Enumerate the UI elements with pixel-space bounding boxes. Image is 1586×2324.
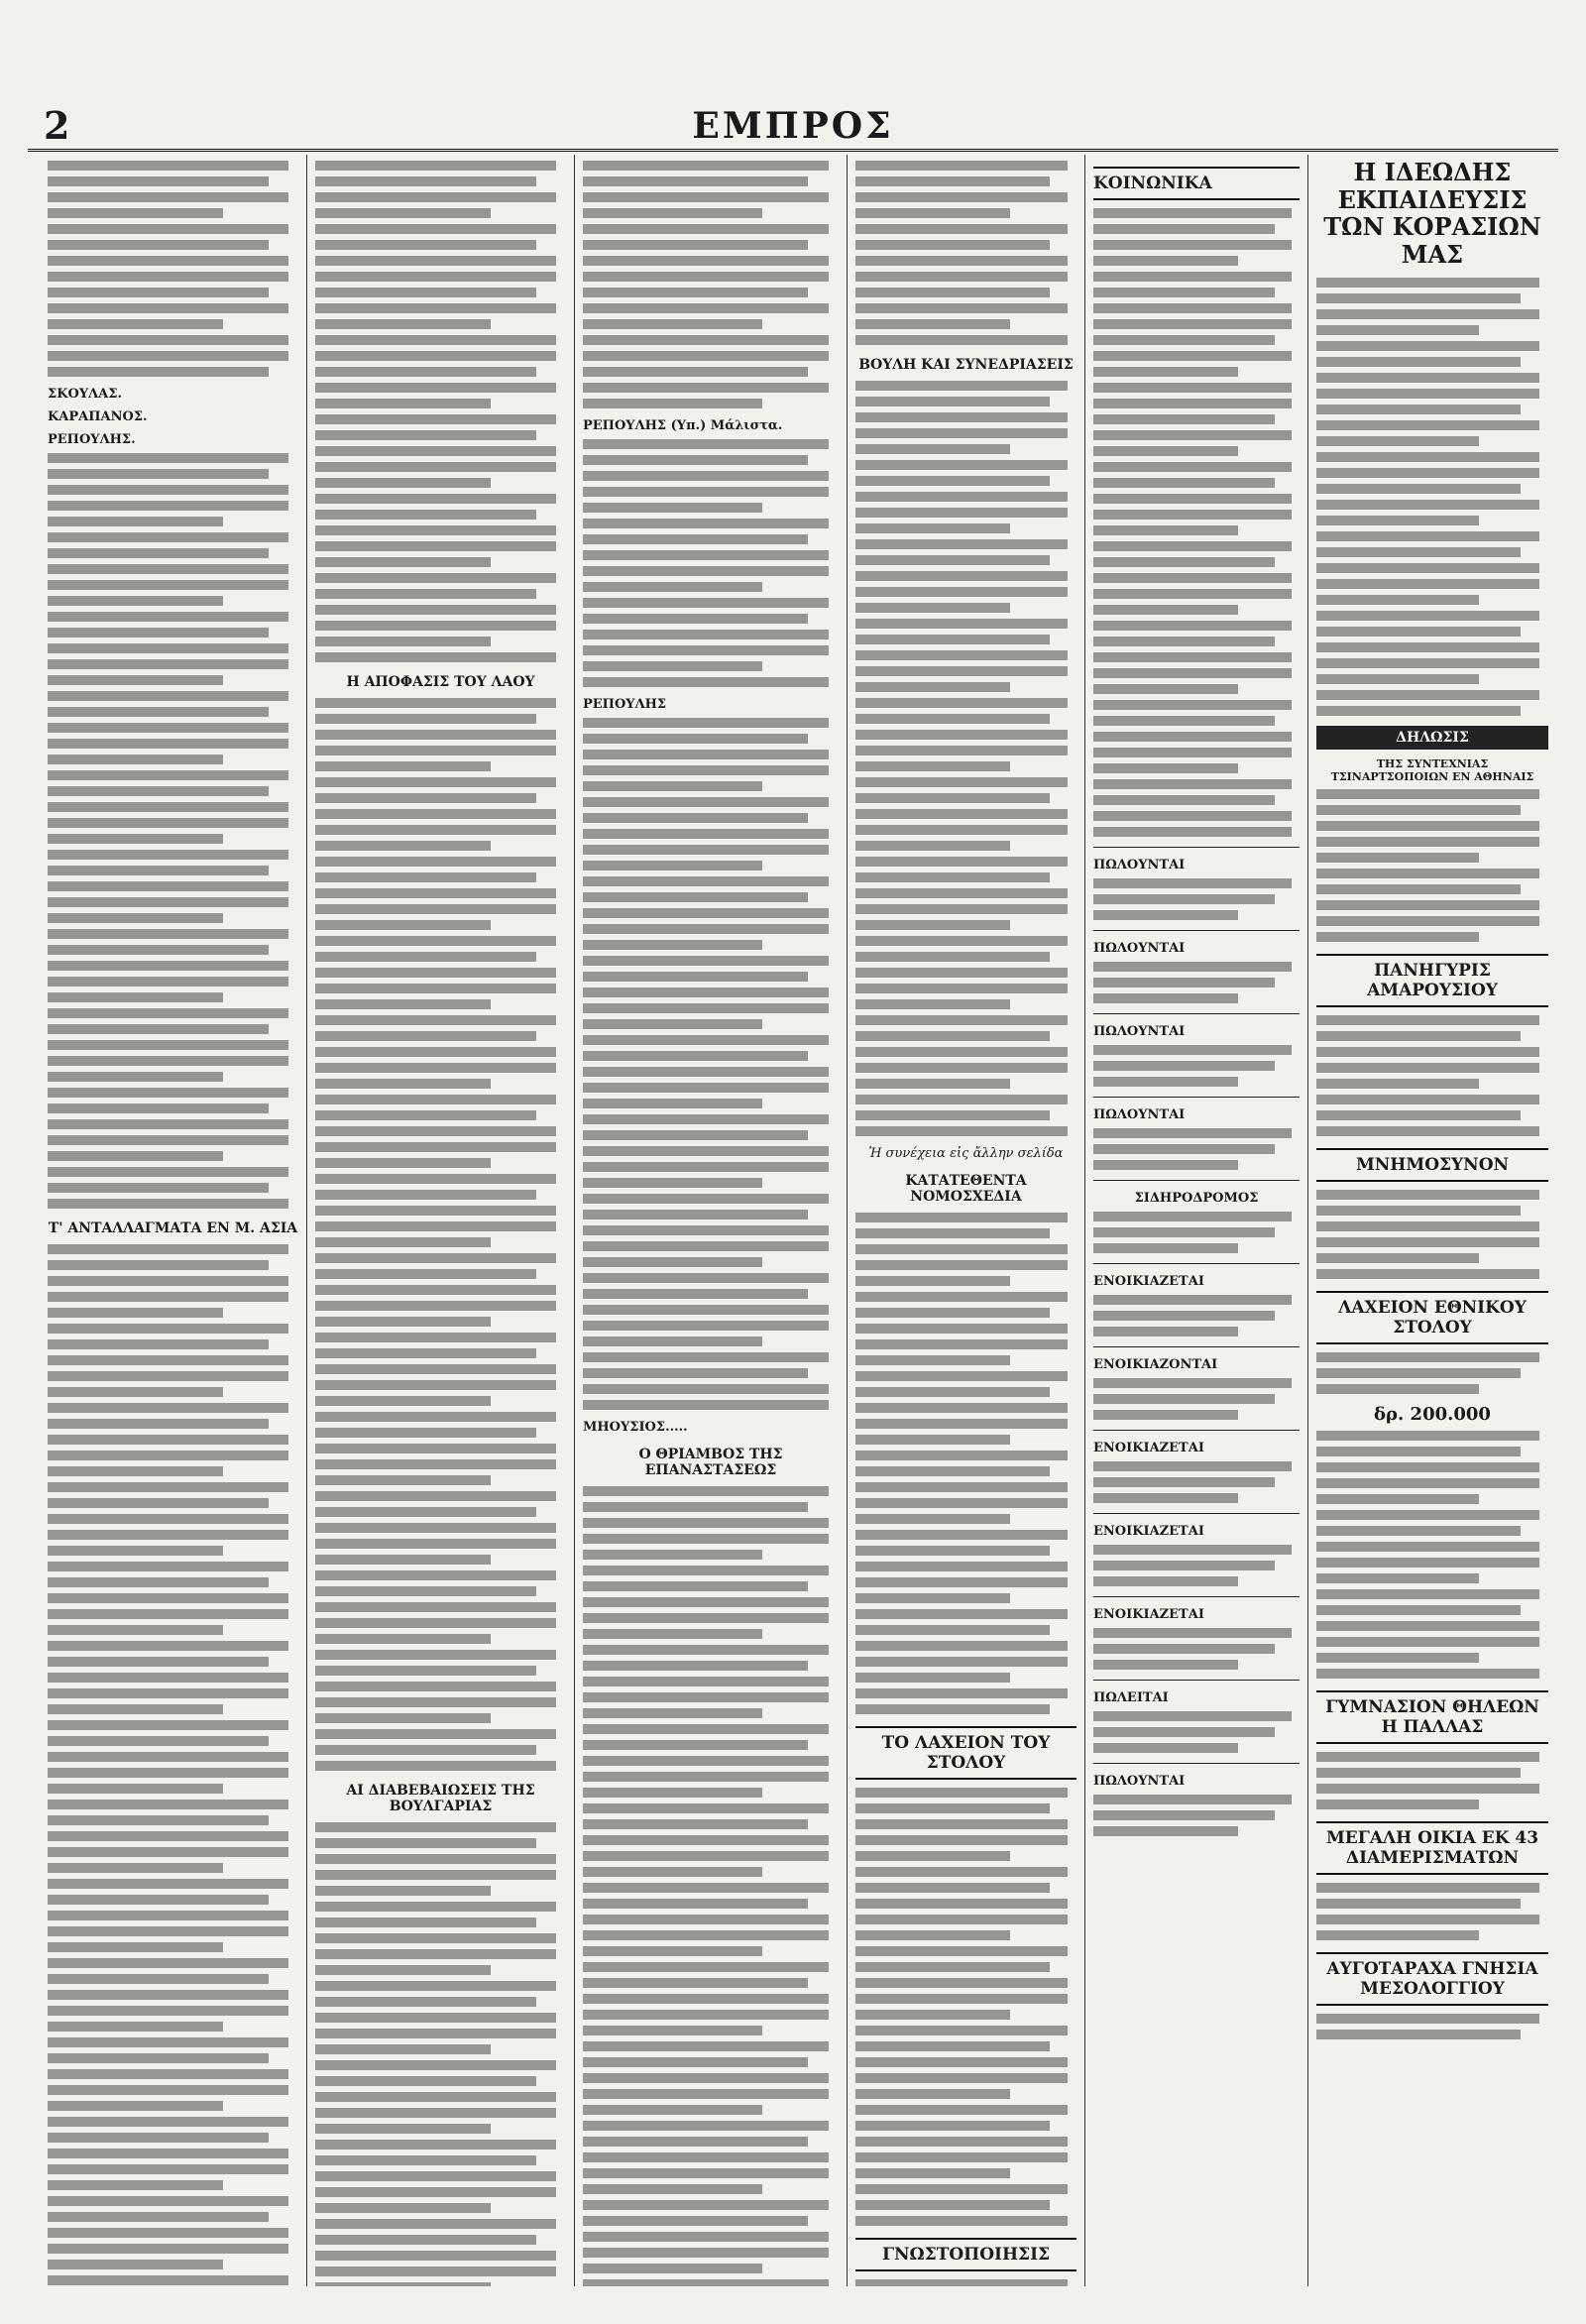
ad-heading: ΠΩΛΟΥΝΤΑΙ: [1093, 858, 1186, 872]
newspaper-title: ΕΜΠΡΟΣ: [692, 105, 894, 147]
ad-heading: ΠΩΛΟΥΝΤΑΙ: [1093, 1024, 1186, 1039]
column-5: [1085, 155, 1308, 2286]
section-subheading: ΤΗΣ ΣΥΝΤΕΧΝΙΑΣ ΤΣΙΝΑΡΤΣΟΠΟΙΩΝ ΕΝ ΑΘΗΝΑΙΣ: [1330, 757, 1534, 784]
ad-text: [1093, 1795, 1300, 1836]
text-block: [855, 161, 1076, 345]
ad-text: [1093, 962, 1300, 1003]
headline: Η ΙΔΕΩΔΗΣ ΕΚΠΑΙΔΕΥΣΙΣ ΤΩΝ ΚΟΡΑΣΙΩΝ ΜΑΣ: [1323, 158, 1541, 269]
speaker-name: ΣΚΟΥΛΑΣ.: [48, 387, 122, 402]
text-block: [855, 2279, 1076, 2286]
text-block: [1316, 1883, 1548, 1940]
ad-heading: ΠΩΛΟΥΝΤΑΙ: [1093, 1107, 1186, 1122]
ad-heading: ΕΝΟΙΚΙΑΖΕΤΑΙ: [1093, 1524, 1204, 1539]
speaker-name: ΡΕΠΟΥΛΗΣ: [583, 697, 667, 712]
ad-heading: ΕΝΟΙΚΙΑΖΕΤΑΙ: [1093, 1274, 1204, 1289]
section-heading: ΚΑΤΑΤΕΘΕΝΤΑ ΝΟΜΟΣΧΕΔΙΑ: [905, 1173, 1027, 1205]
text-block: [48, 453, 298, 1209]
columns: [40, 155, 1556, 2296]
text-block: [1316, 278, 1548, 716]
ad-heading: ΣΙΔΗΡΟΔΡΟΜΟΣ: [1134, 1191, 1259, 1206]
section-heading: ΚΟΙΝΩΝΙΚΑ: [1093, 167, 1300, 200]
text-block: [855, 1213, 1076, 1714]
section-heading: ΛΑΧΕΙΟΝ ΕΘΝΙΚΟΥ ΣΤΟΛΟΥ: [1316, 1291, 1548, 1344]
text-block: [1316, 1015, 1548, 1136]
text-block: [1316, 1431, 1548, 1679]
text-block: [48, 1244, 298, 2286]
column-4: [848, 155, 1085, 2286]
text-block: [583, 439, 839, 687]
ad-text: [1093, 1378, 1300, 1420]
column-6: [1308, 155, 1556, 2286]
text-block: [583, 718, 839, 1410]
column-1: [40, 155, 307, 2286]
text-block: [855, 1788, 1076, 2226]
ad-text: [1093, 1295, 1300, 1336]
section-heading: Ο ΘΡΙΑΜΒΟΣ ΤΗΣ ΕΠΑΝΑΣΤΑΣΕΩΣ: [638, 1447, 783, 1478]
ad-text: [1093, 1711, 1300, 1753]
section-heading: Τ' ΑΝΤΑΛΛΑΓΜΑΤΑ ΕΝ Μ. ΑΣΙΑ: [48, 1220, 298, 1236]
page-number: 2: [44, 103, 70, 148]
section-heading: ΜΝΗΜΟΣΥΝΟΝ: [1316, 1148, 1548, 1182]
text-block: [583, 1486, 839, 2286]
text-block: [1316, 2014, 1548, 2039]
ad-heading: ΠΩΛΕΙΤΑΙ: [1093, 1690, 1169, 1705]
ad-heading: ΠΩΛΟΥΝΤΑΙ: [1093, 1774, 1186, 1789]
section-heading: ΑΥΓΟΤΑΡΑΧΑ ΓΝΗΣΙΑ ΜΕΣΟΛΟΓΓΙΟΥ: [1316, 1952, 1548, 2006]
text-block: [855, 381, 1076, 1136]
section-heading: ΑΙ ΔΙΑΒΕΒΑΙΩΣΕΙΣ ΤΗΣ ΒΟΥΛΓΑΡΙΑΣ: [346, 1783, 535, 1814]
text-block: [315, 1822, 566, 2286]
section-heading: ΜΕΓΑΛΗ ΟΙΚΙΑ ΕΚ 43 ΔΙΑΜΕΡΙΣΜΑΤΩΝ: [1316, 1821, 1548, 1875]
lottery-amount: δρ. 200.000: [1374, 1404, 1491, 1426]
ad-text: [1093, 1545, 1300, 1586]
section-heading: ΓΝΩΣΤΟΠΟΙΗΣΙΣ: [855, 2238, 1076, 2271]
speaker-name: ΡΕΠΟΥΛΗΣ.: [48, 432, 136, 447]
text-block: [583, 161, 839, 408]
ad-text: [1093, 1212, 1300, 1253]
text-block: [1316, 1190, 1548, 1279]
section-heading: ΔΗΛΩΣΙΣ: [1316, 726, 1548, 750]
text-block: [315, 698, 566, 1771]
section-heading: ΤΟ ΛΑΧΕΙΟΝ ΤΟΥ ΣΤΟΛΟΥ: [855, 1726, 1076, 1780]
masthead: [28, 103, 1558, 152]
text-block: [1316, 1752, 1548, 1809]
column-3: [575, 155, 848, 2286]
speaker-name: ΚΑΡΑΠΑΝΟΣ.: [48, 409, 148, 424]
ad-heading: ΕΝΟΙΚΙΑΖΕΤΑΙ: [1093, 1607, 1204, 1622]
section-heading: ΒΟΥΛΗ ΚΑΙ ΣΥΝΕΔΡΙΑΣΕΙΣ: [858, 357, 1074, 373]
speaker-name: ΜΗΟΥΣΙΟΣ.....: [583, 1420, 688, 1435]
text-block: [1093, 208, 1300, 837]
column-2: [307, 155, 575, 2286]
section-heading: Η ΑΠΟΦΑΣΙΣ ΤΟΥ ΛΑΟΥ: [346, 674, 535, 690]
ad-heading: ΠΩΛΟΥΝΤΑΙ: [1093, 941, 1186, 956]
ad-text: [1093, 1628, 1300, 1670]
ad-heading: ΕΝΟΙΚΙΑΖΟΝΤΑΙ: [1093, 1357, 1218, 1372]
ad-text: [1093, 1128, 1300, 1170]
section-heading: ΠΑΝΗΓΥΡΙΣ ΑΜΑΡΟΥΣΙΟΥ: [1316, 954, 1548, 1007]
ad-text: [1093, 1461, 1300, 1503]
ad-text: [1093, 878, 1300, 920]
speaker-name: ΡΕΠΟΥΛΗΣ (Υπ.) Μάλιστα.: [583, 418, 783, 433]
text-block: [1316, 789, 1548, 942]
ad-text: [1093, 1045, 1300, 1087]
section-heading: ΓΥΜΝΑΣΙΟΝ ΘΗΛΕΩΝ Η ΠΑΛΛΑΣ: [1316, 1690, 1548, 1744]
text-block: [1316, 1352, 1548, 1394]
ad-heading: ΕΝΟΙΚΙΑΖΕΤΑΙ: [1093, 1441, 1204, 1455]
text-block: [48, 161, 298, 377]
text-block: [315, 161, 566, 662]
continuation-note: Ἡ συνέχεια εἰς ἄλλην σελίδα: [868, 1146, 1064, 1161]
